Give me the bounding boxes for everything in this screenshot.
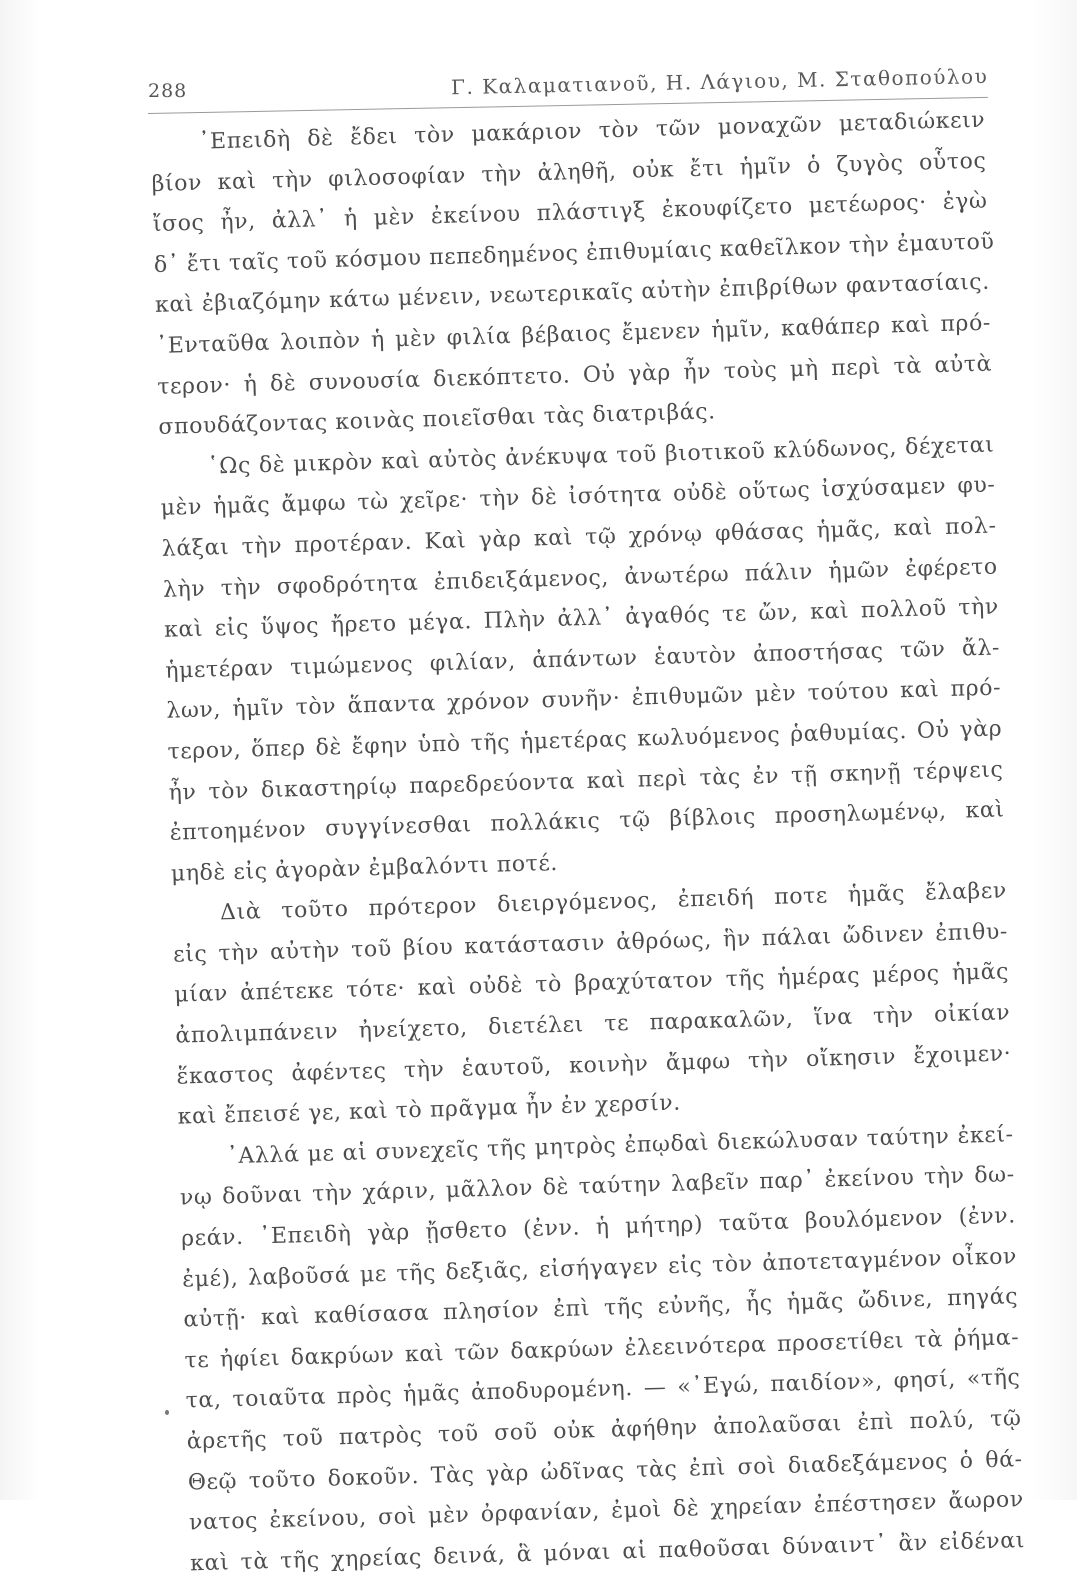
text-line: λων, ἡμῖν τὸν ἅπαντα χρόνον συνῆν· ἐπιθυμῶν μὲν τούτου καὶ πρό- — [166, 675, 1002, 725]
text-line: Διὰ τοῦτο πρότερον διειργόμενος, ἐπειδή ποτε ἡμᾶς ἔλαβεν — [219, 878, 1008, 926]
text-line: ἡμετέραν τιμώμενος φιλίαν, ἁπάντων ἑαυτὸν ἀποστήσας τῶν ἄλ- — [164, 635, 1001, 684]
text-line: λάξαι τὴν προτέραν. Καὶ γὰρ καὶ τῷ χρόνῳ φθάσας ἡμᾶς, καὶ πολ- — [161, 513, 997, 562]
text-line: καὶ εἰς ὕψος ἤρετο μέγα. Πλὴν ἀλλ᾿ ἀγαθός τε ὤν, καὶ πολλοῦ τὴν — [163, 594, 1000, 643]
text-line: αὐτῇ· καὶ καθίσασα πλησίον ἐπὶ τῆς εὐνῆς, ἧς ἡμᾶς ὤδινε, πηγάς — [183, 1284, 1019, 1333]
text-line: μίαν ἀπέτεκε τότε· καὶ οὐδὲ τὸ βραχύτατον τῆς ἡμέρας μέρος ἡμᾶς — [173, 959, 1010, 1009]
text-line: τερον, ὅπερ δὲ ἔφην ὑπὸ τῆς ἡμετέρας κωλυόμενος ῥαθυμίας. Οὐ γὰρ — [167, 716, 1003, 765]
text-line: εἰς τὴν αὐτὴν τοῦ βίου κατάστασιν ἀθρόως, ἣν πάλαι ὤδινεν ἐπιθυ- — [172, 919, 1009, 968]
body-text — [150, 101, 1025, 1585]
text-line: μὲν ἡμᾶς ἄμφω τὼ χεῖρε· τὴν δὲ ἰσότητα οὐδὲ οὕτως ἰσχύσαμεν φυ- — [160, 472, 996, 522]
text-line: ἀρετῆς τοῦ πατρὸς τοῦ σοῦ οὐκ ἀφήθην ἀπολαῦσαι ἐπὶ πολύ, τῷ — [186, 1406, 1022, 1455]
text-line: ἦν τὸν δικαστηρίῳ παρεδρεύοντα καὶ περὶ τὰς ἐν τῇ σκηνῇ τέρψεις — [168, 756, 1004, 806]
text-line: δ᾿ ἔτι ταῖς τοῦ κόσμου πεπεδημένος ἐπιθυμίαις καθεῖλκον τὴν ἐμαυτοῦ — [153, 229, 995, 278]
text-line: ἀπολιμπάνειν ἠνείχετο, διετέλει τε παρακαλῶν, ἵνα τὴν οἰκίαν — [175, 1000, 1011, 1049]
text-line: ἐμέ), λαβοῦσά με τῆς δεξιᾶς, εἰσήγαγεν εἰς τὸν ἀποτεταγμένον οἶκον — [181, 1243, 1018, 1293]
text-line: ᾿Ενταῦθα λοιπὸν ἡ μὲν φιλία βέβαιος ἔμενεν ἡμῖν, καθάπερ καὶ πρό- — [155, 310, 992, 359]
text-line: ρεάν. ᾿Επειδὴ γὰρ ᾔσθετο (ἐνν. ἡ μήτηρ) ταῦτα βουλόμενον (ἐνν. — [180, 1203, 1017, 1252]
ink-speck — [165, 1410, 169, 1415]
text-line: νατος ἐκείνου, σοὶ μὲν ὀρφανίαν, ἐμοὶ δὲ χηρείαν ἐπέστησεν ἄωρον — [188, 1487, 1025, 1536]
text-line: καὶ ἐβιαζόμην κάτω μένειν, νεωτερικαῖς αὐτὴν ἐπιβρίθων φαντασίαις. — [154, 269, 991, 319]
page-header — [148, 60, 988, 110]
text-line: ᾿Αλλά με αἱ συνεχεῖς τῆς μητρὸς ἐπῳδαὶ διεκώλυσαν ταύτην ἐκεί- — [226, 1122, 1014, 1170]
text-line: τερον· ἡ δὲ συνουσία διεκόπτετο. Οὐ γὰρ ἦν τοὺς μὴ περὶ τὰ αὐτὰ — [156, 351, 993, 400]
text-line: τα, τοιαῦτα πρὸς ἡμᾶς ἀποδυρομένη. — «᾿Εγώ, παιδίον», φησί, «τῆς — [185, 1365, 1021, 1414]
text-line: ᾿Επειδὴ δὲ ἔδει τὸν μακάριον τὸν τῶν μοναχῶν μεταδιώκειν — [198, 107, 986, 155]
text-line: ἴσος ἦν, ἀλλ᾿ ἡ μὲν ἐκείνου πλάστιγξ ἐκουφίζετο μετέωρος· ἐγὼ — [152, 188, 988, 238]
text-line: βίον καὶ τὴν φιλοσοφίαν τὴν ἀληθῆ, οὐκ ἔτι ἡμῖν ὁ ζυγὸς οὗτος — [151, 148, 987, 197]
text-line: Θεῷ τοῦτο δοκοῦν. Τὰς γὰρ ὠδῖνας τὰς ἐπὶ σοὶ διαδεξάμενος ὁ θά- — [187, 1446, 1023, 1496]
page-number: 288 — [148, 80, 188, 102]
text-line: λὴν τὴν σφοδρότητα ἐπιδειξάμενος, ἀνωτέρω πάλιν ἡμῶν ἐφέρετο — [162, 554, 999, 603]
text-line: τε ἠφίει δακρύων καὶ τῶν δακρύων ἐλεεινότερα προσετίθει τὰ ῥήμα- — [184, 1325, 1020, 1374]
text-line: νῳ δοῦναι τὴν χάριν, μᾶλλον δὲ ταύτην λαβεῖν παρ᾿ ἐκείνου τὴν δω- — [179, 1162, 1016, 1212]
text-line: ἕκαστος ἀφέντες τὴν ἑαυτοῦ, κοινὴν ἄμφω τὴν οἴκησιν ἔχοιμεν· — [176, 1040, 1012, 1090]
text-line: καὶ τὰ τῆς χηρείας δεινά, ἃ μόναι αἱ παθοῦσαι δύναιντ᾿ ἂν εἰδέναι — [189, 1527, 1026, 1577]
text-line: σπουδάζοντας κοινὰς ποιεῖσθαι τὰς διατριβάς. — [158, 399, 717, 441]
text-line: μηδὲ εἰς ἀγορὰν ἐμβαλόντι ποτέ. — [170, 850, 559, 887]
text-line: ῾Ως δὲ μικρὸν καὶ αὐτὸς ἀνέκυψα τοῦ βιοτικοῦ κλύδωνος, δέχεται — [207, 432, 995, 480]
text-line: καὶ ἔπεισέ γε, καὶ τὸ πρᾶγμα ἦν ἐν χερσίν. — [177, 1090, 682, 1130]
running-head: Γ. Καλαματιανοῦ, Η. Λάγιου, Μ. Σταθοπούλου — [450, 64, 989, 100]
text-line: ἐπτοημένον συγγίνεσθαι πολλάκις τῷ βίβλοις προσηλωμένῳ, καὶ — [169, 797, 1005, 846]
